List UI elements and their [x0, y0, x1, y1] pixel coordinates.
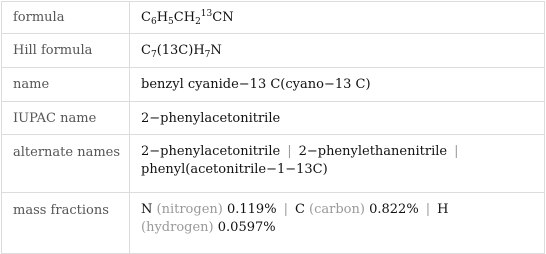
iupac-name-value: 2−phenylacetonitrile	[130, 102, 545, 135]
fraction-value: 0.119%	[226, 202, 277, 217]
formula-text: C	[141, 43, 151, 58]
formula-text: C	[141, 10, 151, 25]
separator: |	[287, 144, 292, 159]
row-label-formula: formula	[2, 2, 130, 34]
fraction-value: 0.822%	[369, 202, 419, 217]
alternate-names-value	[130, 135, 545, 193]
table-row	[2, 102, 545, 135]
table-row	[2, 135, 545, 193]
formula-superscript: 13	[200, 9, 213, 19]
formula-text: (13C)H	[156, 43, 205, 58]
formula-subscript: 2	[195, 17, 201, 27]
properties-table	[1, 1, 545, 254]
table-row	[2, 193, 545, 254]
name-value: benzyl cyanide−13 C(cyano−13 C)	[130, 68, 545, 102]
separator: |	[454, 144, 459, 159]
table-row	[2, 2, 545, 34]
element-name: (carbon)	[309, 202, 365, 217]
element-name: (nitrogen)	[156, 202, 223, 217]
alternate-name: phenyl(acetonitrile−1−13C)	[141, 162, 328, 177]
formula-subscript: 6	[150, 17, 157, 27]
row-label-name: name	[2, 68, 130, 102]
formula-text: N	[210, 43, 222, 58]
formula-subscript: 7	[204, 50, 211, 60]
row-label-alternate-names: alternate names	[2, 135, 130, 193]
row-label-hill-formula: Hill formula	[2, 34, 130, 68]
formula-subscript: 7	[150, 50, 157, 60]
element-symbol: N	[141, 202, 153, 217]
formula-subscript: 5	[168, 17, 174, 27]
row-label-mass-fractions: mass fractions	[2, 193, 130, 254]
formula-text: H	[156, 10, 169, 25]
alternate-name: 2−phenylethanenitrile	[298, 144, 448, 159]
formula-text: CN	[212, 10, 234, 25]
fraction-value: 0.0597%	[217, 220, 276, 235]
row-label-iupac-name: IUPAC name	[2, 102, 130, 135]
element-name: (hydrogen)	[141, 220, 214, 235]
table-row	[2, 34, 545, 68]
formula-text: CH	[173, 10, 196, 25]
formula-value	[130, 2, 545, 34]
element-symbol: C	[294, 202, 305, 217]
alternate-name: 2−phenylacetonitrile	[141, 144, 281, 159]
separator: |	[283, 202, 288, 217]
separator: |	[425, 202, 431, 217]
table-row	[2, 68, 545, 102]
hill-formula-value	[130, 34, 545, 68]
element-symbol: H	[437, 202, 449, 217]
mass-fractions-value	[130, 193, 545, 254]
